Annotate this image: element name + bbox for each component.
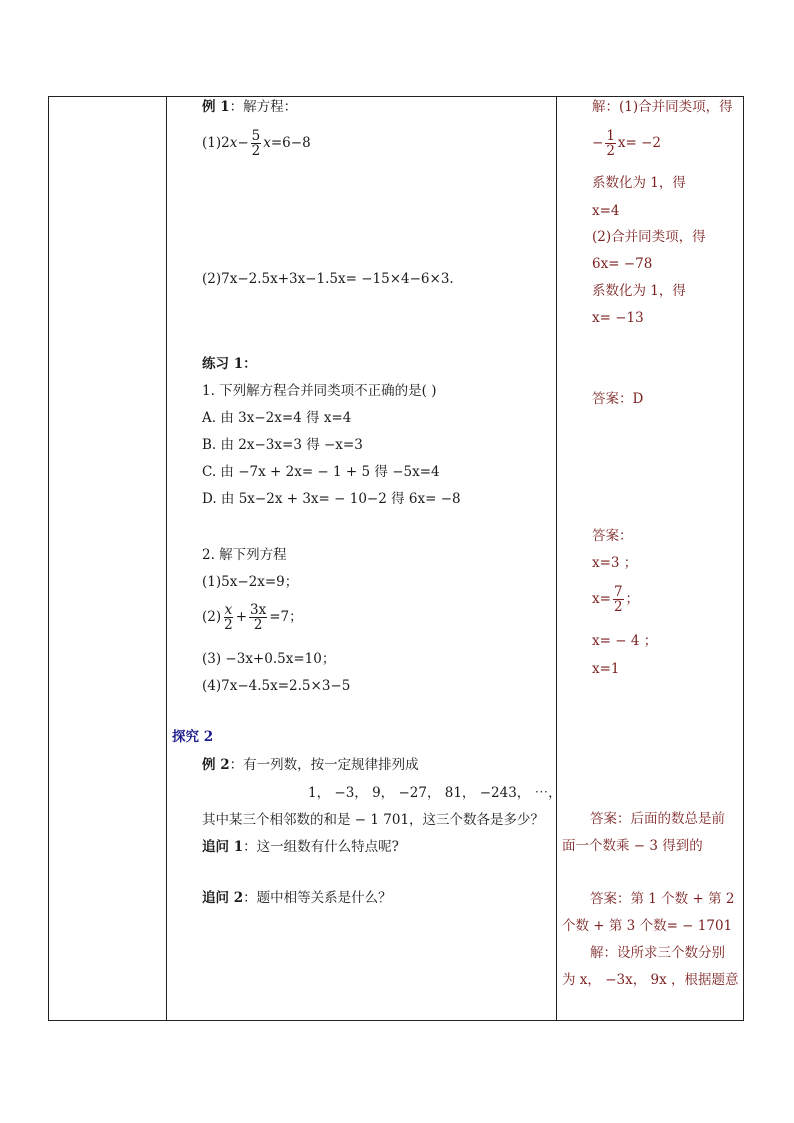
example1-part2: (2)7x−2.5x+3x−1.5x= −15×4−6×3. [202,271,454,287]
answer-x1: x=1 [592,661,620,677]
example2-sequence: 1， −3， 9， −27， 81， −243， ⋯， [308,785,562,801]
example2-title: 例 2：有一列数，按一定规律排列成 [202,757,419,773]
question-2-3: (3) −3x+0.5x=10； [202,651,336,667]
answer-line-5: (2)合并同类项，得 [592,229,706,245]
answer-heading: 答案： [592,528,633,544]
question-1: 1. 下列解方程合并同类项不正确的是( ) [202,383,437,399]
fraction-x-2: $\frac{x}{2}$ [224,602,233,633]
fraction-1-2: $\frac{1}{2}$ [606,128,615,159]
question-2-1: (1)5x−2x=9； [202,574,299,590]
answer-line-1: 解：(1)合并同类项，得 [592,99,733,115]
answer-line-6: 6x= −78 [592,256,653,272]
example2-question: 其中某三个相邻数的和是 − 1 701，这三个数各是多少？ [202,812,545,828]
answer-line-3: 系数化为 1，得 [592,175,686,191]
exercise1-title: 练习 1： [202,356,257,372]
fraction-5-2: $\frac{5}{2}$ [251,128,261,159]
answer-solution-2: 为 x， −3x， 9x ，根据题意 [562,972,739,988]
followup-1: 追问 1：这一组数有什么特点呢? [202,839,399,855]
answer-pattern-2: 面一个数乘 − 3 得到的 [562,838,703,854]
answer-line-7: 系数化为 1，得 [592,283,686,299]
answer-line-4: x=4 [592,203,620,219]
answer-relation-2: 个数 + 第 3 个数= − 1701 [562,918,733,934]
column-divider-2 [556,97,557,1020]
answer-d: 答案：D [592,391,644,407]
question-2: 2. 解下列方程 [202,547,287,563]
fraction-7-2: $\frac{7}{2}$ [613,584,623,615]
answer-line-2: − $\frac{1}{2}$ x= −2 [592,128,662,159]
example1-part1: (1)2x− $\frac{5}{2}$ x=6−8 [202,128,311,159]
column-divider-1 [166,97,167,1020]
answer-x-4: x= − 4 ； [592,633,658,649]
option-d: D. 由 5x−2x + 3x= − 10−2 得 6x= −8 [202,491,461,507]
answer-relation-1: 答案：第 1 个数 + 第 2 [590,891,735,907]
option-c: C. 由 −7x + 2x= − 1 + 5 得 −5x=4 [202,464,440,480]
option-a: A. 由 3x−2x=4 得 x=4 [202,410,352,426]
answer-pattern-1: 答案：后面的数总是前 [590,811,725,827]
question-2-2: (2) $\frac{x}{2}$ + $\frac{3x}{2}$ =7； [202,602,303,633]
answer-line-8: x= −13 [592,310,644,326]
explore2-heading: 探究 2 [172,729,214,745]
answer-solution-1: 解：设所求三个数分别 [590,945,725,961]
question-2-4: (4)7x−4.5x=2.5×3−5 [202,678,351,694]
example1-title: 例 1：解方程： [202,99,298,115]
answer-x7-2: x= $\frac{7}{2}$ ； [592,584,640,615]
followup-2: 追问 2：题中相等关系是什么？ [202,890,392,906]
answer-x3: x=3 ； [592,555,638,571]
fraction-3x-2: $\frac{3x}{2}$ [250,602,267,633]
option-b: B. 由 2x−3x=3 得 −x=3 [202,437,363,453]
